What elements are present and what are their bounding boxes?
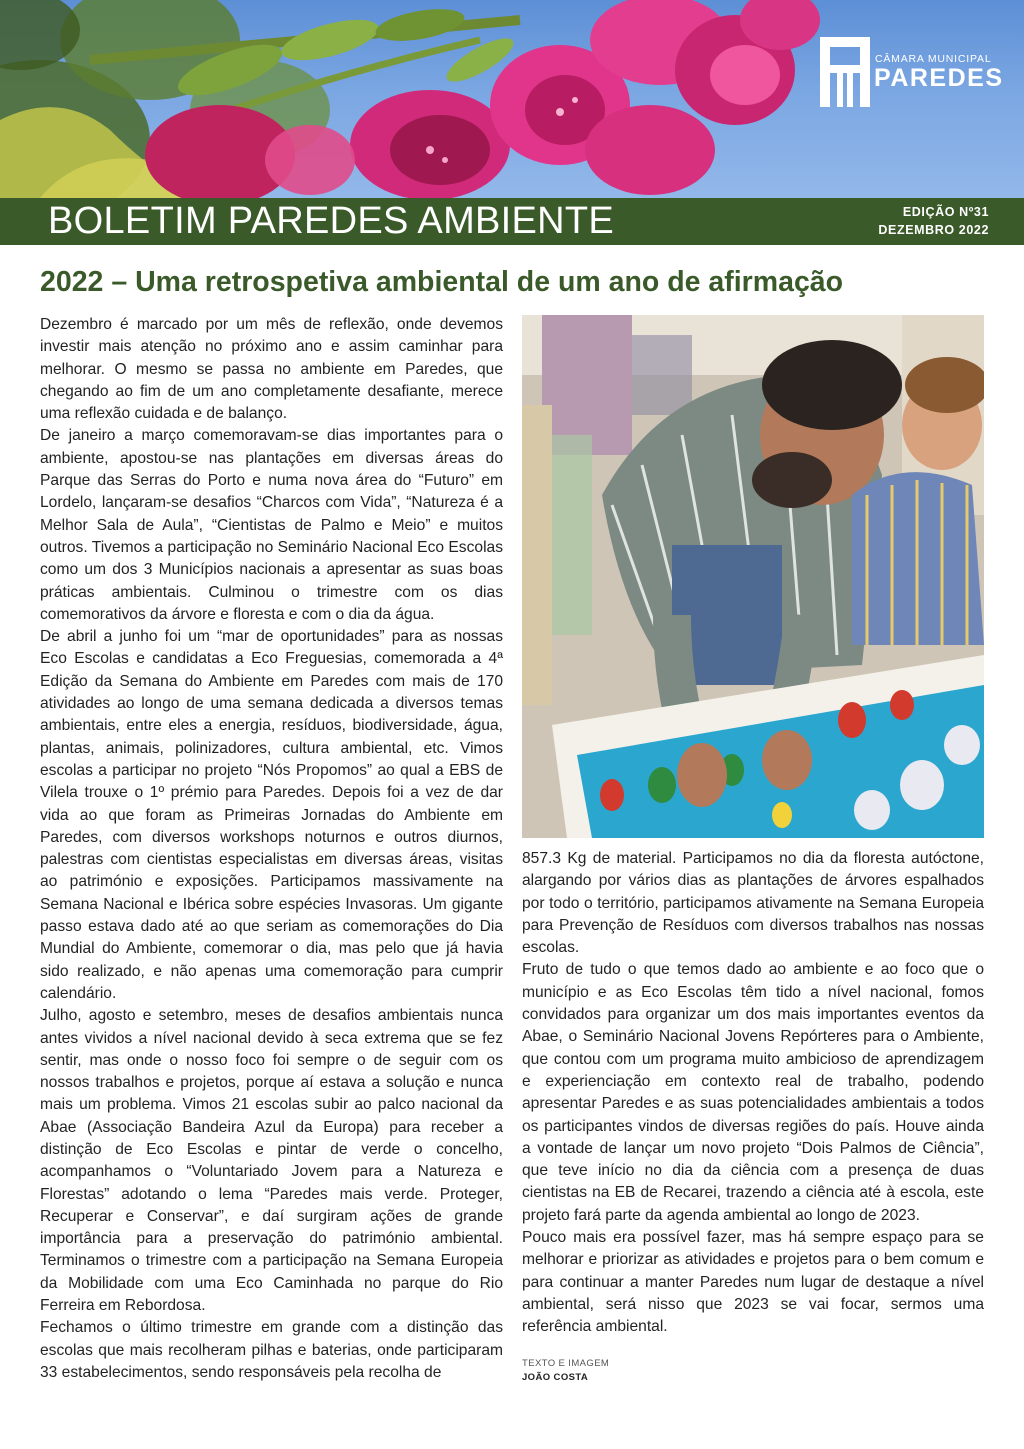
logo-subtitle: CÂMARA MUNICIPAL [875,53,992,65]
edition-number: EDIÇÃO Nº31 [902,205,989,219]
handprint-mural-photo [522,315,984,838]
paragraph: Dezembro é marcado por um mês de reflexão, onde devemos investir mais atenção no próximo ano e assim caminhar para melhorar. O mesmo se passa no ambiente em Paredes, que chegando ao fim de um ano completamente desafiante, merece uma reflexão cuidada e de balanço. [40,316,503,423]
paragraph: De abril a junho foi um “mar de oportunidades” para as nossas Eco Escolas e candidatas a Eco Freguesias, comemorada a 4ª Edição da Semana do Ambiente em Paredes com mais de 170 atividades ao longo de uma semana dedicada a diversos temas ambientais, entre eles a energia, resíduos, biodiversidade, água, plantas, animais, polinizadores, cultura ambiental, etc. Vimos escolas a participar no projeto “Nós Propomos” ao qual a EBS de Vilela trouxe o 1º prémio para Paredes. Depois foi a vez de dar vida ao que foram as Primeiras Jornadas do Ambiente em Paredes, com diversos workshops noturnos e outros diurnos, palestras com cientistas especialistas em diversas áreas, visitas ao património e exposições. Participamos massivamente na Semana Nacional e Ibérica sobre espécies Invasoras. Um gigante passo estava dado até ao que seriam as comemorações do Dia Mundial do Ambiente, comemorar o dia, mas pelo que já havia sido realizado, e não apenas uma comemoração para cumprir calendário. [40,628,503,1002]
newsletter-title: BOLETIM PAREDES AMBIENTE [48,200,615,242]
header-banner-photo [0,0,1024,198]
paragraph: Julho, agosto e setembro, meses de desafios ambientais nunca antes vividos a nível nacional devido à seca extrema que se fez sentir, mas onde o nosso foco foi sempre o de seguir com os nossos trabalhos e projetos, porque aí estava a solução e nunca mais um problema. Vimos 21 escolas subir ao palco nacional da Abae (Associação Bandeira Azul da Europa) para receber a distinção de Eco Escolas e pintar de verde o concelho, acompanhamos o “Voluntariado Jovem para a Natureza e Florestas” adotando o lema “Paredes mais verde. Proteger, Recuperar e Conservar”, e daí surgiram ações de grande importância para a preservação do património ambiental. Terminamos o trimestre com a participação na Semana Europeia da Mobilidade com uma Eco Caminhada no parque do Rio Ferreira em Rebordosa. [40,1007,503,1315]
paragraph: Fruto de tudo o que temos dado ao ambiente e ao foco que o município e as Eco Escolas têm tido a nível nacional, fomos convidados para organizar um dos mais importantes eventos da Abae, o Seminário Nacional Jovens Repórteres para o Ambiente, que contou com um programa muito ambicioso de aprendizagem e experienciação em contexto real de trabalho, podendo apresentar Paredes e as suas potencialidades ambientais a todos os participantes vindos de diversas regiões do país. Houve ainda a vontade de lançar um novo projeto “Dois Palmos de Ciência”, que teve início no dia da ciência com a presença de duas cientistas na EB de Recarei, trazendo a ciência até à escola, este projeto fará parte da agenda ambiental ao longo de 2023. [522,961,984,1224]
edition-info [878,203,989,239]
credit-author: JOÃO COSTA [522,1372,589,1383]
paragraph: Pouco mais era possível fazer, mas há sempre espaço para se melhorar e priorizar as atividades e projetos para o bem comum e para continuar a manter Paredes num lugar de destaque a nível ambiental, será nisso que 2023 se vai focar, sermos uma referência ambiental. [522,1229,984,1336]
article-column-left [40,314,503,1384]
edition-date: DEZEMBRO 2022 [878,223,989,237]
camara-municipal-paredes-logo[interactable] [820,37,1004,107]
newsletter-title-bar [0,198,1024,245]
article-photo [522,315,984,838]
article-column-right [522,848,984,1339]
paragraph: Fechamos o último trimestre em grande com a distinção das escolas que mais recolheram pilhas e baterias, onde participaram 33 estabelecimentos, sendo responsáveis pela recolha de [40,1319,503,1381]
logo-title: PAREDES [874,64,1004,92]
paragraph: De janeiro a março comemoravam-se dias importantes para o ambiente, apostou-se nas plantações em diversas áreas do Parque das Serras do Porto e numa nova área do “Futuro” em Lordelo, lançaram-se desafios “Charcos com Vida”, “Natureza é a Melhor Sala de Aula”, “Cientistas de Palmo e Meio” e muitos outros. Tivemos a participação no Seminário Nacional Eco Escolas como um dos 3 Municípios nacionais a apresentar as suas boas práticas ambientais. Culminou o trimestre com os dias comemorativos da árvore e floresta e com o dia da água. [40,427,503,623]
credit-label: TEXTO E IMAGEM [522,1358,610,1369]
camara-municipal-paredes-logo-icon [820,37,870,107]
paragraph: 857.3 Kg de material. Participamos no dia da floresta autóctone, alargando por vários dias as plantações de árvores espalhados por todo o território, participamos ativamente na Semana Europeia para Prevenção de Resíduos com diversos trabalhos nas nossas escolas. [522,850,984,957]
article-headline: 2022 – Uma retrospetiva ambiental de um ano de afirmação [40,266,844,298]
